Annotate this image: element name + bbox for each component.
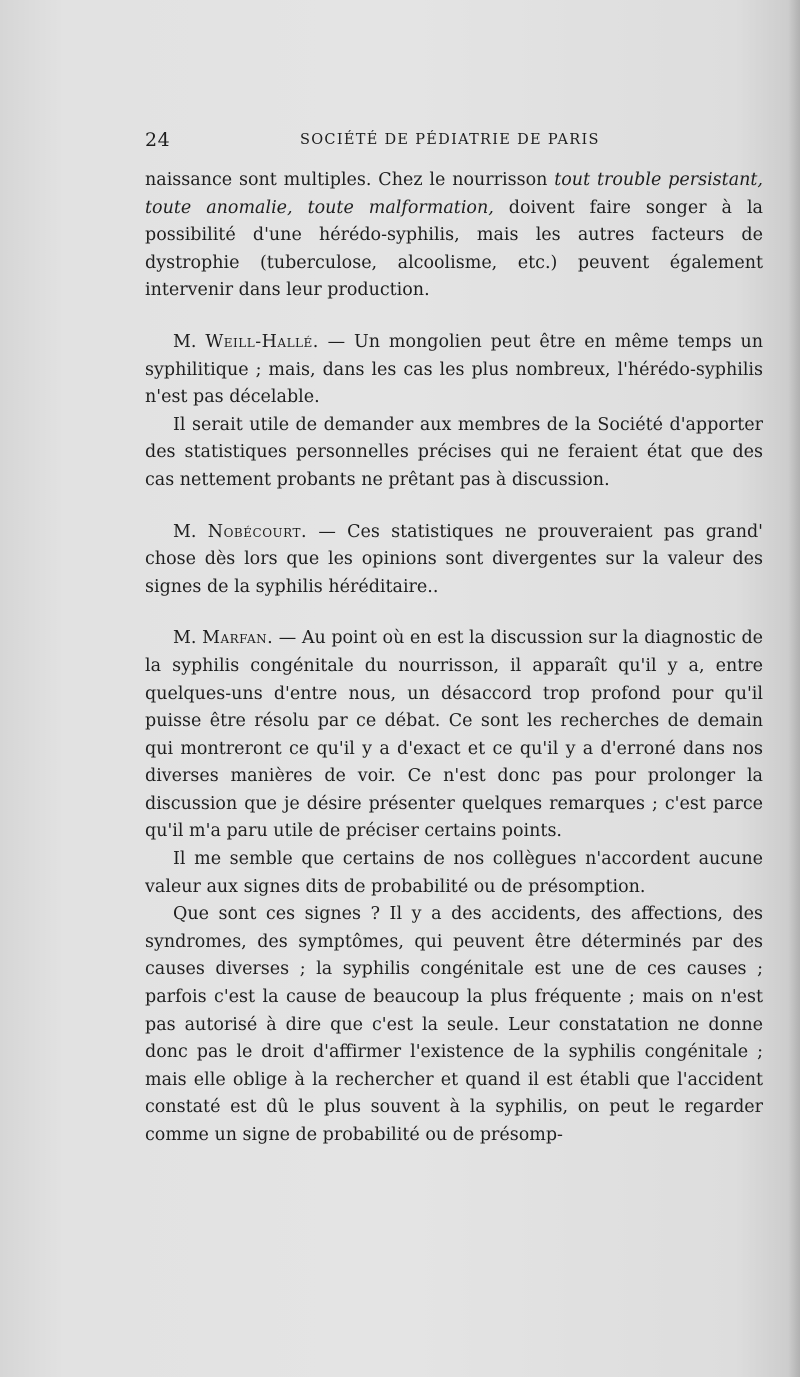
paragraph-text: doivent faire songer à la possibilité d'une hérédo-syphilis, mais les autres facteurs de dystrophie (tuberculose, alcoolisme, etc.) peuvent également intervenir dans leur production. bbox=[145, 197, 763, 301]
paragraph-text: Il me semble que certains de nos collègues n'accordent aucune valeur aux signes dits de probabilité ou de présomption. bbox=[145, 849, 763, 897]
speech-weill-halle bbox=[145, 329, 763, 412]
page-number: 24 bbox=[145, 129, 171, 151]
body-text bbox=[145, 167, 763, 1150]
speaker-prefix: M. bbox=[173, 521, 208, 542]
paragraph-text: Que sont ces signes ? Il y a des accidents, des affections, des syndromes, des symptômes, qui peuvent être déterminés par des causes diverses ; la syphilis congénitale est une de ces causes ; parfois c'est la cause de beaucoup la plus fréquente ; mais on n'est pas autorisé à dire que c'est la seule. Leur constatation ne donne donc pas le droit d'affirmer l'existence de la syphilis congénitale ; mais elle oblige à la rechercher et quand il est établi que l'accident constaté est dû le plus souvent à la syphilis, on peut le regarder comme un signe de probabilité ou de présomp- bbox=[145, 904, 763, 1145]
speech-marfan bbox=[145, 625, 763, 846]
paragraph-text: naissance sont multiples. Chez le nourrisson bbox=[145, 170, 555, 190]
running-title: SOCIÉTÉ DE PÉDIATRIE DE PARIS bbox=[300, 132, 600, 148]
speaker-prefix: M. bbox=[173, 628, 203, 649]
paragraph bbox=[145, 846, 763, 901]
speaker-prefix: M. bbox=[173, 331, 206, 352]
page-edge-shadow bbox=[788, 0, 800, 1377]
emphasized-text: tout trouble persistant, toute anomalie, toute malformation, bbox=[145, 170, 763, 218]
speech-nobecourt bbox=[145, 519, 763, 602]
page-header bbox=[145, 129, 765, 155]
paragraph bbox=[145, 901, 763, 1149]
paragraph-text: — Au point où en est la discussion sur la diagnostic de la syphilis congénitale du nourrisson, il apparaît qu'il y a, entre quelques-uns d'entre nous, un désaccord trop profond pour qu'il puisse être résolu par ce débat. Ce sont les recherches de demain qui montreront ce qu'il y a d'exact et ce qu'il y a d'erroné dans nos diverses manières de voir. Ce n'est donc pas pour prolonger la discussion que je désire présenter quelques remarques ; c'est parce qu'il m'a paru utile de préciser certains points. bbox=[145, 628, 763, 842]
speaker-name: Marfan. bbox=[202, 628, 274, 649]
paragraph-continuation bbox=[145, 167, 763, 305]
paragraph-text: — Un mongolien peut être en même temps un syphilitique ; mais, dans les cas les plus nombreux, l'hérédo-syphilis n'est pas décelable. bbox=[145, 331, 763, 408]
speaker-name: Weill-Hallé. bbox=[205, 331, 319, 352]
paragraph bbox=[145, 412, 763, 495]
paragraph-text: — Ces statistiques ne prouveraient pas grand' chose dès lors que les opinions sont divergentes sur la valeur des signes de la syphilis héréditaire.. bbox=[145, 521, 763, 597]
paragraph-text: Il serait utile de demander aux membres de la Société d'apporter des statistiques personnelles précises qui ne feraient état que des cas nettement probants ne prêtant pas à discussion. bbox=[145, 414, 763, 490]
speaker-name: Nobécourt. bbox=[207, 521, 308, 542]
